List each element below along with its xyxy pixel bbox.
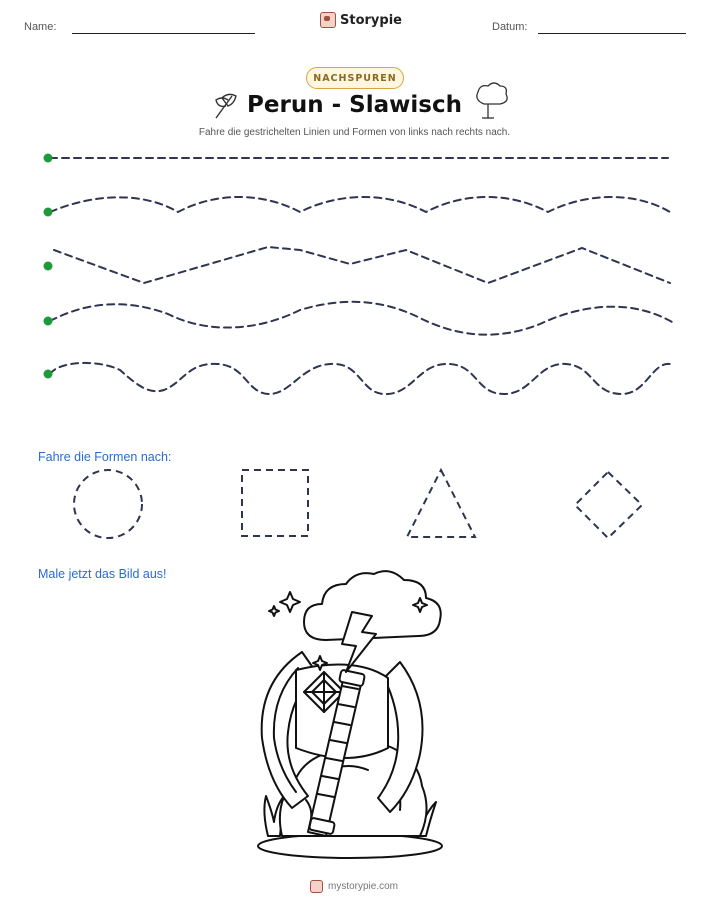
shapes-section-label: Fahre die Formen nach:: [38, 450, 172, 464]
activity-badge: NACHSPUREN: [306, 67, 404, 89]
trace-line-wave-1[interactable]: [50, 197, 670, 212]
start-dot-1: [44, 154, 53, 163]
coloring-picture[interactable]: [258, 571, 442, 858]
storypie-logo-icon: [310, 880, 323, 893]
start-dot-4: [44, 317, 53, 326]
trace-shape-triangle[interactable]: [407, 470, 475, 537]
trace-line-wave-3[interactable]: [50, 363, 670, 394]
trace-shape-circle[interactable]: [74, 470, 142, 538]
name-label: Name:: [24, 21, 57, 33]
footer: [310, 880, 398, 893]
start-dot-2: [44, 208, 53, 217]
footer-url[interactable]: mystorypie.com: [328, 881, 399, 892]
axe-icon: [216, 94, 236, 118]
trace-shape-diamond[interactable]: [575, 472, 642, 538]
trace-line-wave-2[interactable]: [50, 302, 672, 335]
trace-line-zigzag[interactable]: [54, 247, 670, 283]
start-dot-5: [44, 370, 53, 379]
page-title: Perun - Slawisch: [247, 92, 462, 118]
trace-shape-square[interactable]: [242, 470, 308, 536]
start-dot-3: [44, 262, 53, 271]
instructions: Fahre die gestrichelten Linien und Formen von links nach rechts nach.: [198, 127, 511, 138]
brand-name: Storypie: [340, 12, 402, 28]
date-label: Datum:: [492, 21, 528, 33]
tree-icon: [477, 83, 507, 118]
coloring-section-label: Male jetzt das Bild aus!: [38, 567, 167, 581]
